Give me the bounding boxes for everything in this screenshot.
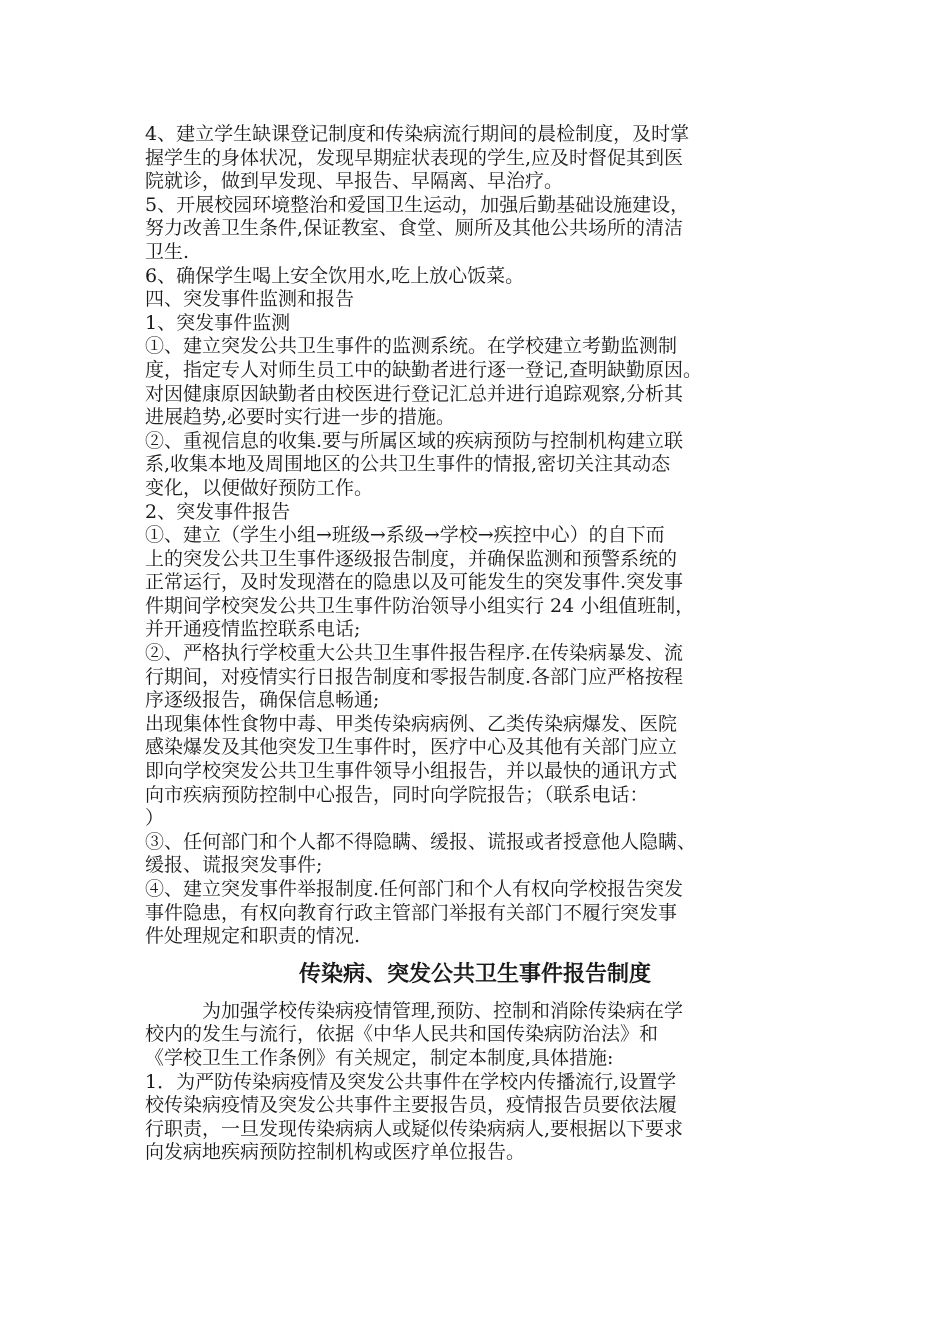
text-line: ③、任何部门和个人都不得隐瞒、缓报、谎报或者授意他人隐瞒、 xyxy=(145,830,697,853)
text-line: 行职责，一旦发现传染病病人或疑似传染病病人,要根据以下要求 xyxy=(145,1117,684,1140)
text-line: 握学生的身体状况，发现早期症状表现的学生,应及时督促其到医 xyxy=(145,146,684,169)
text-line: 5、开展校园环境整治和爱国卫生运动，加强后勤基础设施建设， xyxy=(145,193,690,216)
text-line: ④、建立突发事件举报制度.任何部门和个人有权向学校报告突发 xyxy=(145,878,684,900)
document-title: 传染病、突发公共卫生事件报告制度 xyxy=(298,961,651,987)
text-line: 《学校卫生工作条例》有关规定，制定本制度,具体措施: xyxy=(145,1046,614,1069)
text-line: 件期间学校突发公共卫生事件防治领导小组实行 24 小组值班制， xyxy=(145,594,695,617)
text-line: 4、建立学生缺课登记制度和传染病流行期间的晨检制度，及时掌 xyxy=(145,123,690,145)
text-line: 并开通疫情监控联系电话; xyxy=(145,618,361,641)
text-line: ） xyxy=(145,807,165,830)
section-body-text xyxy=(145,1000,805,1165)
text-line: 对因健康原因缺勤者由校医进行登记汇总并进行追踪观察,分析其 xyxy=(145,382,684,405)
text-line: 院就诊，做到早发现、早报告、早隔离、早治疗。 xyxy=(145,170,564,193)
text-line: 事件隐患，有权向教育行政主管部门举报有关部门不履行突发事 xyxy=(145,901,678,924)
text-line: 向发病地疾病预防控制机构或医疗单位报告。 xyxy=(145,1141,526,1164)
text-line: ②、重视信息的收集.要与所属区域的疾病预防与控制机构建立联 xyxy=(145,429,684,452)
text-line: 正常运行，及时发现潜在的隐患以及可能发生的突发事件.突发事 xyxy=(145,571,684,594)
text-line: 系,收集本地及周围地区的公共卫生事件的情报,密切关注其动态 xyxy=(145,453,671,476)
text-line: 度，指定专人对师生员工中的缺勤者进行逐一登记,查明缺勤原因。 xyxy=(145,358,703,381)
text-line: 进展趋势,必要时实行进一步的措施。 xyxy=(145,406,456,429)
text-line: ①、建立（学生小组→班级→系级→学校→疾控中心）的自下而 xyxy=(145,524,665,547)
text-line: 行期间，对疫情实行日报告制度和零报告制度.各部门应严格按程 xyxy=(145,665,684,688)
subsection-heading: 1、突发事件监测 xyxy=(145,311,291,334)
text-line: 即向学校突发公共卫生事件领导小组报告，并以最快的通讯方式 xyxy=(145,760,678,783)
text-line: 校内的发生与流行，依据《中华人民共和国传染病防治法》和 xyxy=(145,1023,659,1046)
text-line: 感染爆发及其他突发卫生事件时，医疗中心及其他有关部门应立 xyxy=(145,736,678,759)
text-line: 6、确保学生喝上安全饮用水,吃上放心饭菜。 xyxy=(145,264,525,287)
text-line: 件处理规定和职责的情况. xyxy=(145,925,361,948)
section-heading: 四、突发事件监测和报告 xyxy=(145,288,355,311)
text-line: 校传染病疫情及突发公共事件主要报告员，疫情报告员要依法履 xyxy=(145,1094,678,1117)
text-line: 卫生. xyxy=(145,240,190,263)
text-line: ②、严格执行学校重大公共卫生事件报告程序.在传染病暴发、流 xyxy=(145,642,684,665)
text-line: 1．为严防传染病疫情及突发公共事件在学校内传播流行,设置学 xyxy=(145,1070,677,1093)
text-line: ①、建立突发公共卫生事件的监测系统。在学校建立考勤监测制 xyxy=(145,335,678,358)
text-line: 努力改善卫生条件,保证教室、食堂、厕所及其他公共场所的清洁 xyxy=(145,217,684,240)
text-line: 变化，以便做好预防工作。 xyxy=(145,476,374,499)
text-line: 缓报、谎报突发事件; xyxy=(145,854,323,877)
subsection-heading: 2、突发事件报告 xyxy=(145,500,291,523)
text-line: 出现集体性食物中毒、甲类传染病病例、乙类传染病爆发、医院 xyxy=(145,712,678,735)
text-line: 上的突发公共卫生事件逐级报告制度，并确保监测和预警系统的 xyxy=(145,547,678,570)
text-line: 为加强学校传染病疫情管理,预防、控制和消除传染病在学 xyxy=(145,999,684,1022)
document-body xyxy=(145,123,805,1165)
section-body-text xyxy=(145,123,805,949)
text-line: 序逐级报告，确保信息畅通; xyxy=(145,689,380,712)
text-line: 向市疾病预防控制中心报告，同时向学院报告；（联系电话： xyxy=(145,783,649,806)
